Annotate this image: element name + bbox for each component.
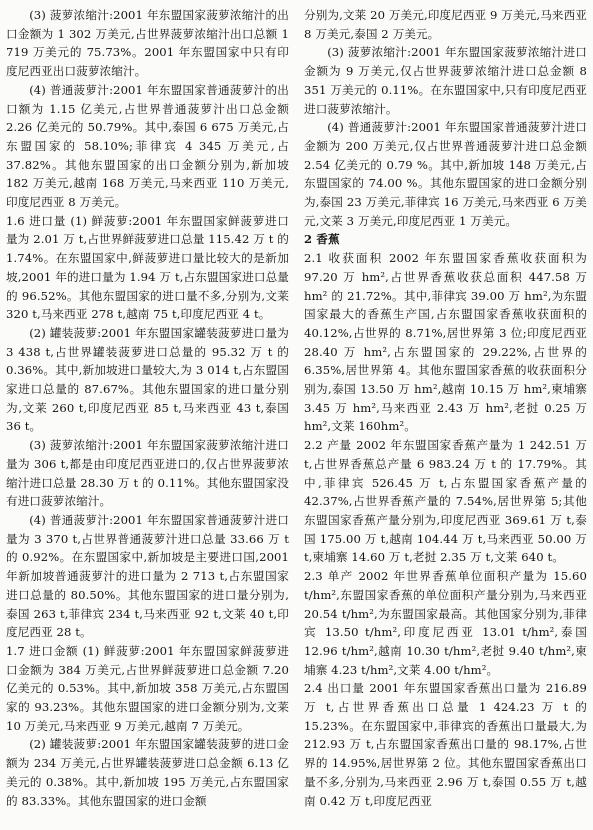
paragraph-import-value-canned-cont: 分别为,文莱 20 万美元,印度尼西亚 9 万美元,马来西亚 8 万美元,泰国 2 万美元。 (304, 8, 587, 41)
right-column (304, 6, 587, 810)
paragraph-import-value-concentrate: (3) 菠萝浓缩汁:2001 年东盟国家菠萝浓缩汁进口金额为 9 万美元,仅占世界菠萝浓缩汁进口总金额 8 351 万美元的 0.11%。在东盟国家中,只有印度尼西亚进口菠萝浓缩汁。 (304, 45, 587, 116)
paragraph-import-volume-juice: (4) 普通菠萝汁:2001 年东盟国家普通菠萝汁进口量为 3 370 t,占世界普通菠萝汁进口总量 33.66 万 t 的 0.92%。在东盟国家中,新加坡是主要进口国,2001 年新加坡普通菠萝汁的进口量为 2 713 t,占东盟国家进口总量的 80.50%。其他东盟国家的进口量分别为,泰国 263 t,菲律宾 234 t,马来西亚 92 t,文莱 40 t,印度尼西亚 28 t。 (6, 512, 289, 640)
section-heading-banana: 2 香蕉 (304, 232, 340, 247)
paragraph-import-value-canned: (2) 罐装菠萝:2001 年东盟国家罐装菠萝的进口金额为 234 万美元,占世界罐装菠萝进口总金额 6.13 亿美元的 0.38%。其中,新加坡 195 万美元,占东盟国家的 83.33%。其他东盟国家的进口金额 (6, 737, 289, 808)
paragraph-banana-harvest-area: 2.1 收获面积 2002 年东盟国家香蕉收获面积为 97.20 万 hm²,占世界香蕉收获总面积 447.58 万 hm² 的 21.72%。其中,菲律宾 39.00 万 hm²,为东盟国家最大的香蕉生产国,占东盟国家香蕉收获面积的 40.12%,占世界的 8.71%,居世界第 3 位;印度尼西亚 28.40 万 hm²,占东盟国家的 29.22%,占世界的 6.35%,居世界第 4。其他东盟国家香蕉的收获面积分别为,泰国 13.50 万 hm²,越南 10.15 万 hm²,柬埔寨 3.45 万 hm²,马来西亚 2.43 万 hm²,老挝 0.25 万 hm²,文莱 160hm²。 (304, 251, 587, 434)
paragraph-banana-production: 2.2 产量 2002 年东盟国家香蕉产量为 1 242.51 万 t,占世界香蕉总产量 6 983.24 万 t 的 17.79%。其中,菲律宾 526.45 万 t,占东盟国家香蕉产量的 42.37%,占世界香蕉产量的 7.54%,居世界第 5;其他东盟国家香蕉产量分别为,印度尼西亚 369.61 万 t,泰国 175.00 万 t,越南 104.44 万 t,马来西亚 50.00 万 t,柬埔寨 14.60 万 t,老挝 2.35 万 t,文莱 640 t。 (304, 438, 587, 565)
paragraph-banana-yield: 2.3 单产 2002 年世界香蕉单位面积产量为 15.60 t/hm²,东盟国家香蕉的单位面积产量分别为,马来西亚 20.54 t/hm²,为东盟国家最高。其他国家分别为,菲律宾 13.50 t/hm²,印度尼西亚 13.01 t/hm²,泰国 12.96 t/hm²,越南 10.30 t/hm²,老挝 9.40 t/hm²,柬埔寨 4.23 t/hm²,文莱 4.00 t/hm²。 (304, 569, 587, 677)
paragraph-import-value-juice: (4) 普通菠萝汁:2001 年东盟国家普通菠萝汁进口金额为 200 万美元,仅占世界普通菠萝汁进口总金额 2.54 亿美元的 0.79 %。其中,新加坡 148 万美元,占东盟国家的 74.00 %。其他东盟国家的进口金额分别为,泰国 23 万美元,菲律宾 16 万美元,马来西亚 6 万美元,文莱 3 万美元,印度尼西亚 1 万美元。 (304, 120, 587, 228)
paragraph-import-volume-concentrate: (3) 菠萝浓缩汁:2001 年东盟国家菠萝浓缩汁进口量为 306 t,都是由印度尼西亚进口的,仅占世界菠萝浓缩汁进口总量 28.30 万 t 的 0.11%。其他东盟国家没有进口菠萝浓缩汁。 (6, 438, 289, 509)
left-column (6, 6, 289, 810)
paragraph-import-value-fresh: 1.7 进口金额 (1) 鲜菠萝:2001 年东盟国家鲜菠萝进口金额为 384 万美元,占世界鲜菠萝进口总金额 7.20 亿美元的 0.53%。其中,新加坡 358 万美元,占东盟国家的 93.23%。其他东盟国家的进口金额分别为,文莱 10 万美元,马来西亚 9 万美元,越南 7 万美元。 (6, 643, 289, 733)
paragraph-banana-export-volume: 2.4 出口量 2001 年东盟国家香蕉出口量为 216.89 万 t,占世界香蕉出口总量 1 424.23 万 t 的 15.23%。在东盟国家中,菲律宾的香蕉出口量最大,为 212.93 万 t,占东盟国家香蕉出口量的 98.17%,占世界的 14.95%,居世界第 2 位。其他东盟国家香蕉出口量不多,分别为,马来西亚 2.96 万 t,泰国 0.55 万 t,越南 0.42 万 t,印度尼西亚 (304, 681, 587, 808)
paragraph-import-volume-canned: (2) 罐装菠萝:2001 年东盟国家罐装菠萝进口量为 3 438 t,占世界罐装菠萝进口总量的 95.32 万 t 的 0.36%。其中,新加坡进口量较大,为 3 014 t,占东盟国家进口总量的 87.67%。其他东盟国家的进口量分别为,文莱 260 t,印度尼西亚 85 t,马来西亚 43 t,泰国 36 t。 (6, 325, 289, 434)
paragraph-import-volume-fresh: 1.6 进口量 (1) 鲜菠萝:2001 年东盟国家鲜菠萝进口量为 2.01 万 t,占世界鲜菠萝进口总量 115.42 万 t 的 1.74%。在东盟国家中,鲜菠萝进口量比较大的是新加坡,2001 年的进口量为 1.94 万 t,占东盟国家进口总量的 96.52%。其他东盟国家的进口量不多,分别为,文莱 320 t,马来西亚 278 t,越南 75 t,印度尼西亚 4 t。 (6, 213, 289, 322)
paragraph-pineapple-juice-export: (4) 普通菠萝汁:2001 年东盟国家普通菠萝汁的出口额为 1.15 亿美元,占世界普通菠萝汁出口总金额 2.26 亿美元的 50.79%。其中,泰国 6 675 万美元,占东盟国家的 58.10%;菲律宾 4 345 万美元,占 37.82%。其他东盟国家的出口金额分别为,新加坡 182 万美元,越南 168 万美元,马来西亚 110 万美元,印度尼西亚 8 万美元。 (6, 82, 289, 210)
paragraph-pineapple-concentrate-export: (3) 菠萝浓缩汁:2001 年东盟国家菠萝浓缩汁的出口金额为 1 302 万美元,占世界菠萝浓缩汁出口总额 1 719 万美元的 75.73%。2001 年东盟国家中只有印度尼西亚出口菠萝浓缩汁。 (6, 8, 289, 79)
